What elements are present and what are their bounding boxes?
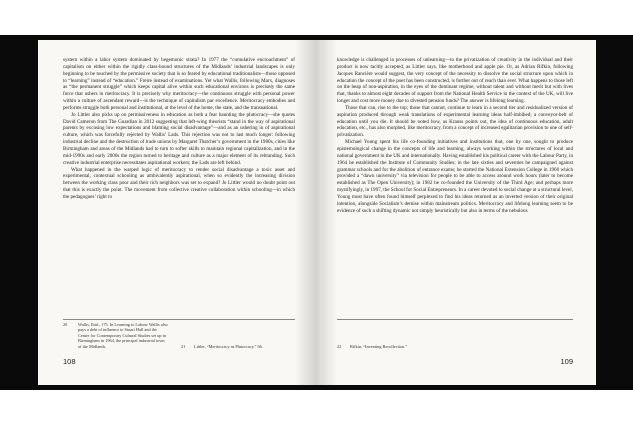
right-page-body xyxy=(337,57,573,214)
left-page-body xyxy=(63,57,295,201)
left-paragraph-2: Jo Littler also picks up on permissiveness in education as both a fear haunting the plutocracy—she quotes David Cameron from The Guardian in 2012 suggesting that left-wing theorists “stand in the way of aspirational parents by excusing low expectations and blaming social disadvantage”—and as an ushering in of aspirational culture, which was forcefully rejected by Wallis’ Lads. This rejection was not to last much longer: following industrial decline and the destruction of trade unions by Margaret Thatcher’s government in the 1980s, cities like Birmingham and areas of the Midlands had to turn to softer skills to maintain regional capitalization, and in the mid-1990s and early 2000s the region turned to heritage and culture as a major element of its rebranding. Such creative industrial enterprise necessitates aspirational workers; the Lads are left behind. xyxy=(63,111,295,166)
left-footnote-1-number: 20 xyxy=(63,322,68,327)
left-paragraph-3: What happened in the warped logic of meritocracy to render social disadvantage a toxic asset and experimental, contextual schooling as ambivalently aspirational, when so evidently the increasing division between the working class poor and their rich neighbors was set to expand? Jo Littler would no doubt point out that this is exactly the point. The movement from collective creative collaboration within schooling—in which the pedagogues’ right to xyxy=(63,166,295,200)
left-footnote-1: Wallis, Ibid., 175. In Learning to Labour Wallis also pays a debt of influence to Stuart Hall and the Centre for Contemporary Cultural Studies set up in Birmingham in 1964, the principal industrial town of the Midlands. xyxy=(78,322,168,349)
left-page xyxy=(38,40,317,385)
left-footnote-rule xyxy=(63,319,295,320)
left-footnote-2-number: 21 xyxy=(181,344,186,349)
left-paragraph-1: system within a labor system dominated by hegemonic strata? In 1977 the “cumulative encroachment” of capitalism on either within the rigidly class-bound structures of the Midlands’ industrial landscapes is only beginning to be touched by the permissive society that is so feared by educational traditionalists—those opposed to “learning” instead of “education.” Freire instead of examinations. Yet what Wallis, following Marx, diagnoses as “the permanent struggle” which keeps capital alive within such educational environs is precisely the same force that ushers in meritocracy. It is precisely why meritocracy—the continuous struggle with personal power within a culture of ascendant reward—is the technique of capitalism par excellence. Meritocracy embodies and performs struggle both personal and institutional, at the level of the home, the state, and the transnational. xyxy=(63,57,295,111)
right-paragraph-2: Those that can, rise to the top; those that cannot, continue to learn in a second tier and residualized version of aspiration produced through weak translations of experimental learning ideas half-imbibed; a conveyor-belt of education until you die. It should be noted how, as Krauss points out, the idea of continuous education, adult education, etc., has also morphed, like meritocracy, from a concept of increased egalitarian provision to one of self-privatization. xyxy=(337,104,573,139)
right-page xyxy=(317,40,596,385)
page-number-right: 109 xyxy=(560,357,573,366)
right-paragraph-1: knowledge is challenged in processes of unlearning—to the privatization of creativity in the individual and their product is now tacitly accepted, as Littler says, like motherhood and apple pie. Or, as Adrian Rifkin, following Jacques Rancière would suggest, the very concept of the necessity to dissolve the social structure upon which in education the concept of the poet has been constructed, is further out of reach than ever. What happens to those left on the heap of non-aspiration, in the eyes of the dominant regime, without talent and without merit but with lives that, thanks to almost eight decades of support from the National Health Service in the context of the UK, will live longer and cost more money due to divested pension funds? The answer is lifelong learning. xyxy=(337,57,573,105)
right-footnote-1-number: 22 xyxy=(337,344,342,349)
left-footnote-2: Littler, “Meritocracy as Plutocracy,” 66. xyxy=(194,344,263,349)
right-footnote-rule xyxy=(337,319,573,320)
right-paragraph-3: Michael Young spent his life co-founding initiatives and institutions that, one by one, sought to produce epistemological change in the concepts of life and learning, always working within the structures of local and national government in the UK and internationally. Having established his political career with the Labour Party, in 1964 he established the Institute of Community Studies; in the late sixties and seventies he campaigned against grammar schools and for the abolition of entrance exams; he started the National Extension College in 1960 which provided a “dawn university” via television for people to be able to access around work hours (later to become established as The Open University); in 1982 he co-founded the University of the Third Age; and perhaps more mystifyingly, in 1997, the School for Social Entrepreneurs. In a career devoted to social change at a structural level, Young must have often found himself perplexed to find his ideas returned as an inverted version of their original intention, alongside Socialism’s demise within mainstream politics. Meritocracy and lifelong learning seem to be evidence of such a shifting dynamic not simply heuristically but also in terms of the nebulous xyxy=(337,139,573,214)
page-number-left: 108 xyxy=(63,357,76,366)
right-footnote-1: Rifkin, “Inventing Recollection.” xyxy=(350,344,408,349)
